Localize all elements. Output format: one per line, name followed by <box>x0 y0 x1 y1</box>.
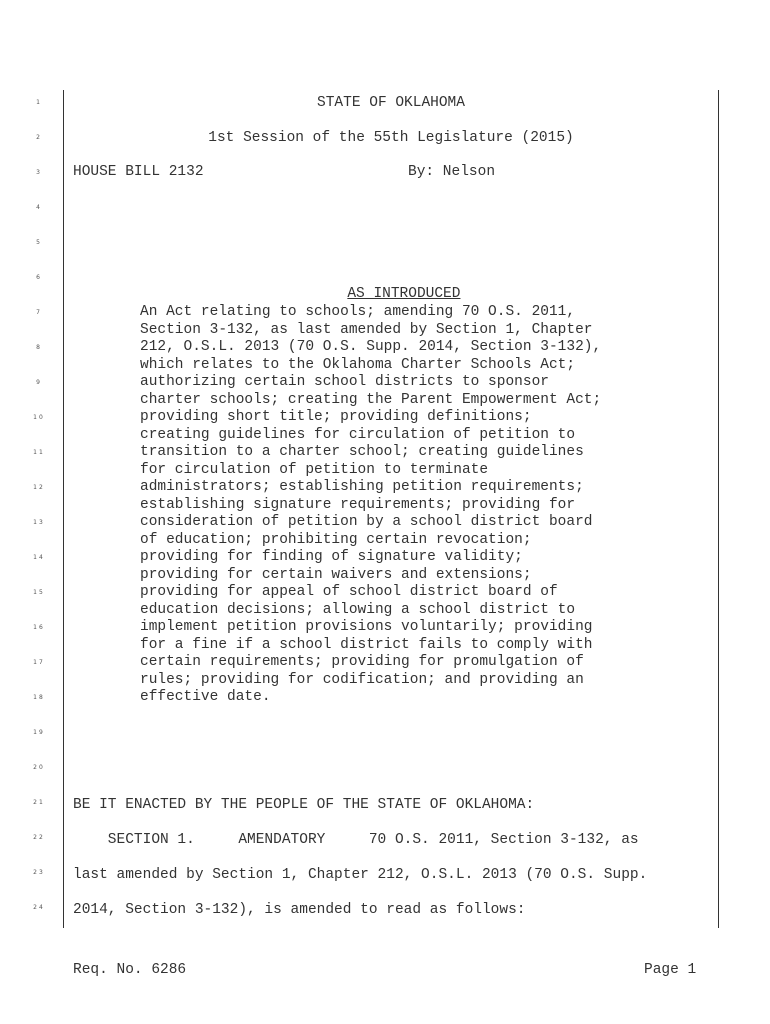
summary-line: providing for certain waivers and extensions; <box>140 566 532 583</box>
summary-line: An Act relating to schools; amending 70 O.S. 2011, <box>140 304 576 320</box>
request-number: Req. No. 6286 <box>73 962 187 978</box>
summary-line: establishing signature requirements; providing for <box>140 496 576 513</box>
summary-line: charter schools; creating the Parent Empowerment Act; <box>140 391 602 408</box>
bill-number: HOUSE BILL 2132 <box>73 164 204 180</box>
line-number: 2 <box>36 134 42 141</box>
page-number: Page 1 <box>644 962 697 978</box>
summary-line: providing short title; providing definitions; <box>140 409 532 425</box>
bill-author: By: Nelson <box>408 164 496 180</box>
summary-line: education decisions; allowing a school district to <box>140 601 576 618</box>
summary-line: which relates to the Oklahoma Charter Schools Act; <box>140 356 576 373</box>
summary-line: effective date. <box>140 689 271 705</box>
line-number: 14 <box>33 554 45 561</box>
line-number: 6 <box>36 274 42 281</box>
summary-line: rules; providing for codification; and providing an <box>140 671 584 688</box>
left-margin-rule <box>63 90 64 928</box>
line-number: 24 <box>33 904 45 911</box>
line-number: 10 <box>33 414 45 421</box>
enacting-clause: BE IT ENACTED BY THE PEOPLE OF THE STATE OF OKLAHOMA: <box>73 797 535 813</box>
line-number: 17 <box>33 659 45 666</box>
section-line-2: last amended by Section 1, Chapter 212, O.S.L. 2013 (70 O.S. Supp. <box>73 867 648 883</box>
right-margin-rule <box>718 90 719 928</box>
state-heading: STATE OF OKLAHOMA <box>317 95 465 111</box>
summary-line: of education; prohibiting certain revocation; <box>140 531 532 548</box>
summary-line: providing for finding of signature validity; <box>140 549 523 565</box>
line-number: 13 <box>33 519 45 526</box>
line-number: 23 <box>33 869 45 876</box>
summary-line: creating guidelines for circulation of petition to <box>140 426 576 443</box>
line-number: 9 <box>36 379 42 386</box>
bill-summary <box>140 304 700 707</box>
summary-line: 212, O.S.L. 2013 (70 O.S. Supp. 2014, Section 3-132), <box>140 339 602 355</box>
line-number: 3 <box>36 169 42 176</box>
summary-line: consideration of petition by a school district board <box>140 514 593 530</box>
line-number: 18 <box>33 694 45 701</box>
line-number: 19 <box>33 729 45 736</box>
line-number: 21 <box>33 799 45 806</box>
summary-line: for a fine if a school district fails to comply with <box>140 636 593 653</box>
line-number: 15 <box>33 589 45 596</box>
line-number: 5 <box>36 239 42 246</box>
summary-line: for circulation of petition to terminate <box>140 461 489 478</box>
line-number: 11 <box>33 449 45 456</box>
line-number: 7 <box>36 309 42 316</box>
line-number: 16 <box>33 624 45 631</box>
line-number: 20 <box>33 764 45 771</box>
line-number: 1 <box>36 99 42 106</box>
section-line-1: SECTION 1. AMENDATORY 70 O.S. 2011, Section 3-132, as <box>73 832 639 848</box>
summary-line: implement petition provisions voluntarily; providing <box>140 619 593 635</box>
line-number: 4 <box>36 204 42 211</box>
status-text: AS INTRODUCED <box>347 286 461 302</box>
summary-line: administrators; establishing petition requirements; <box>140 479 584 495</box>
section-line-3: 2014, Section 3-132), is amended to read as follows: <box>73 902 526 918</box>
summary-line: transition to a charter school; creating guidelines <box>140 444 584 460</box>
summary-line: providing for appeal of school district board of <box>140 584 558 600</box>
line-number: 12 <box>33 484 45 491</box>
line-number: 8 <box>36 344 42 351</box>
summary-line: certain requirements; providing for promulgation of <box>140 654 584 670</box>
line-number: 22 <box>33 834 45 841</box>
session-heading: 1st Session of the 55th Legislature (2015) <box>208 130 574 146</box>
summary-line: authorizing certain school districts to sponsor <box>140 374 549 390</box>
summary-line: Section 3-132, as last amended by Section 1, Chapter <box>140 321 593 338</box>
